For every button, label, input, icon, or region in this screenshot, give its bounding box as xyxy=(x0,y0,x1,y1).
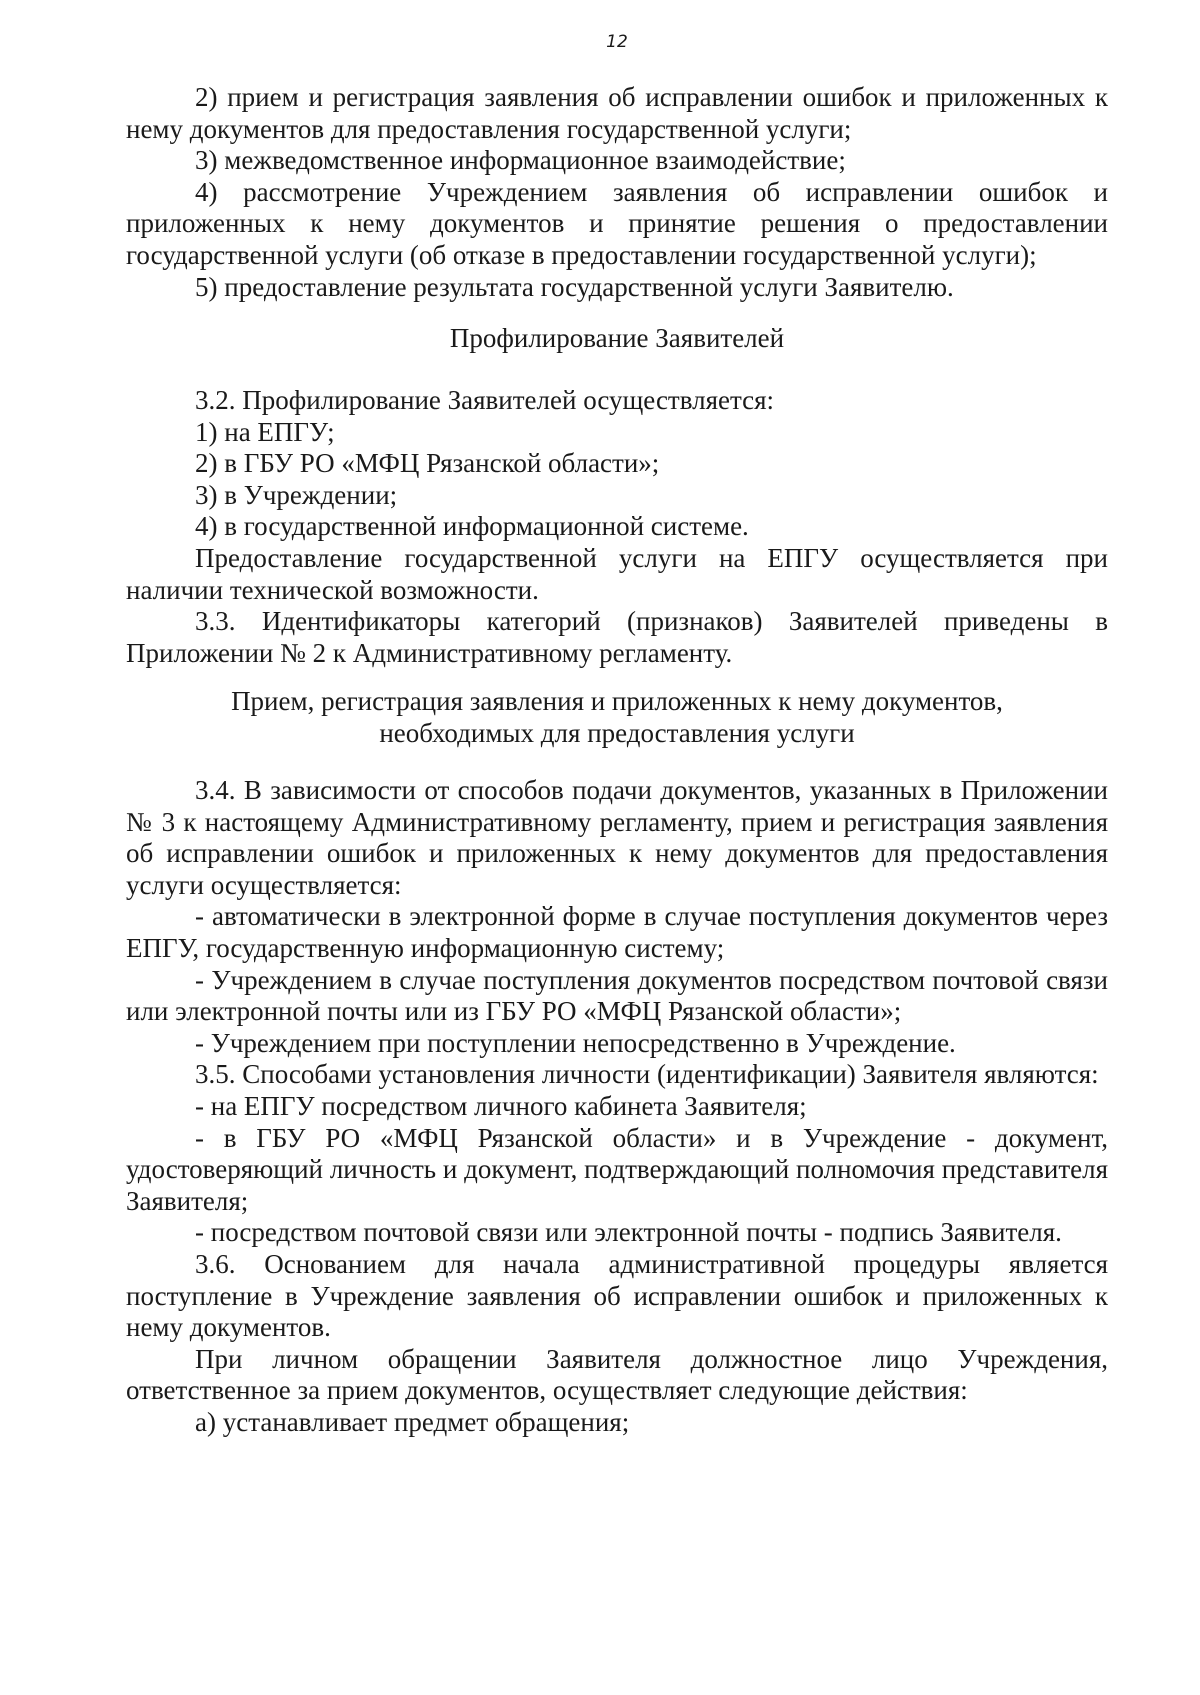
document-page xyxy=(126,0,1108,1695)
page-number: 12 xyxy=(606,32,628,52)
paragraph: 4) в государственной информационной системе. xyxy=(195,511,749,542)
paragraph: 3.5. Способами установления личности (идентификации) Заявителя являются: xyxy=(195,1059,1099,1090)
paragraph: Предоставление государственной услуги на ЕПГУ осуществляется при наличии технической возможности. xyxy=(126,542,1108,605)
section-heading-line: Прием, регистрация заявления и приложенных к нему документов, xyxy=(231,686,1003,716)
paragraph: 1) на ЕПГУ; xyxy=(195,416,335,447)
paragraph: - Учреждением в случае поступления документов посредством почтовой связи или электронной почты или из ГБУ РО «МФЦ Рязанской области»; xyxy=(126,964,1108,1027)
paragraph: 3) межведомственное информационное взаимодействие; xyxy=(195,145,846,176)
paragraph: 3.4. В зависимости от способов подачи документов, указанных в Приложении № 3 к настоящему Административному регламенту, прием и регистрация заявления об исправлении ошибок и приложенных к нему документов для предоставления услуги осуществляется: xyxy=(126,775,1108,900)
paragraph: 4) рассмотрение Учреждением заявления об исправлении ошибок и приложенных к нему документов и принятие решения о предоставлении государственной услуги (об отказе в предоставлении государственной услуги); xyxy=(126,176,1108,270)
procedure-list xyxy=(126,82,1108,303)
paragraph: - посредством почтовой связи или электронной почты - подпись Заявителя. xyxy=(195,1217,1062,1248)
paragraph: 3) в Учреждении; xyxy=(195,479,398,510)
section-heading-line: необходимых для предоставления услуги xyxy=(379,717,855,748)
paragraph: 3.3. Идентификаторы категорий (признаков) Заявителей приведены в Приложении № 2 к Административному регламенту. xyxy=(126,606,1108,668)
profiling-section xyxy=(126,385,1108,669)
paragraph: - в ГБУ РО «МФЦ Рязанской области» и в Учреждение - документ, удостоверяющий личность и документ, подтверждающий полномочия представителя Заявителя; xyxy=(126,1122,1108,1216)
paragraph: 2) в ГБУ РО «МФЦ Рязанской области»; xyxy=(195,448,660,479)
paragraph: 5) предоставление результата государственной услуги Заявителю. xyxy=(195,271,954,302)
paragraph: 3.6. Основанием для начала административной процедуры является поступление в Учреждение заявления об исправлении ошибок и приложенных к нему документов. xyxy=(126,1248,1108,1343)
paragraph: 2) прием и регистрация заявления об исправлении ошибок и приложенных к нему документов для предоставления государственной услуги; xyxy=(126,82,1108,144)
paragraph: При личном обращении Заявителя должностное лицо Учреждения, ответственное за прием документов, осуществляет следующие действия: xyxy=(126,1343,1108,1406)
paragraph: а) устанавливает предмет обращения; xyxy=(195,1406,630,1437)
section-heading-reception xyxy=(126,686,1108,749)
paragraph: - на ЕПГУ посредством личного кабинета Заявителя; xyxy=(195,1090,807,1121)
section-heading-profiling: Профилирование Заявителей xyxy=(449,323,785,353)
paragraph: - автоматически в электронной форме в случае поступления документов через ЕПГУ, государственную информационную систему; xyxy=(126,901,1108,963)
reception-section xyxy=(126,775,1108,1438)
paragraph: 3.2. Профилирование Заявителей осуществляется: xyxy=(195,385,775,415)
paragraph: - Учреждением при поступлении непосредственно в Учреждение. xyxy=(195,1027,956,1058)
